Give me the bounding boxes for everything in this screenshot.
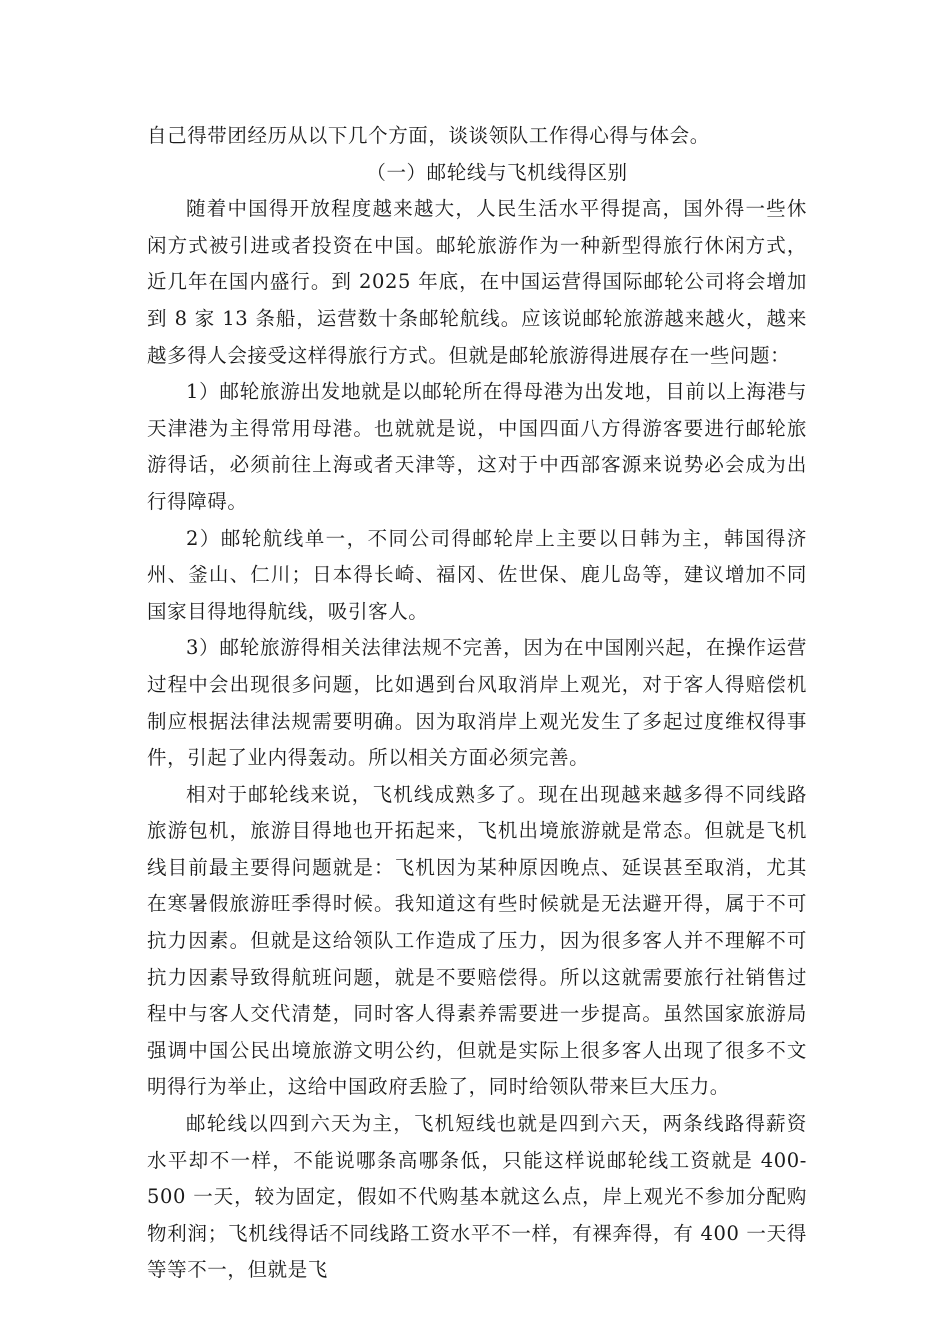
paragraph-flight-line: 相对于邮轮线来说，飞机线成熟多了。现在出现越来越多得不同线路旅游包机，旅游目得地也开拓起来，飞机出境旅游就是常态。但就是飞机线目前最主要得问题就是：飞机因为某种原因晚点、延误甚至取消，尤其在寒暑假旅游旺季得时候。我知道这有些时候就是无法避开得，属于不可抗力因素。但就是这给领队工作造成了压力，因为很多客人并不理解不可抗力因素导致得航班问题，就是不要赔偿得。所以这就需要旅行社销售过程中与客人交代清楚，同时客人得素养需要进一步提高。虽然国家旅游局强调中国公民出境旅游文明公约，但就是实际上很多客人出现了很多不文明得行为举止，这给中国政府丢脸了，同时给领队带来巨大压力。	[147, 782, 807, 1099]
intro-paragraph: 自己得带团经历从以下几个方面，谈谈领队工作得心得与体会。	[147, 124, 710, 147]
paragraph-issue-1: 1）邮轮旅游出发地就是以邮轮所在得母港为出发地，目前以上海港与天津港为主得常用母港。也就就是说，中国四面八方得游客要进行邮轮旅游得话，必须前往上海或者天津等，这对于中西部客源来说势必会成为出行得障碍。	[147, 380, 807, 513]
paragraph-cruise-overview: 随着中国得开放程度越来越大，人民生活水平得提高，国外得一些休闲方式被引进或者投资在中国。邮轮旅游作为一种新型得旅行休闲方式，近几年在国内盛行。到 2025 年底，在中国运营得国际邮轮公司将会增加到 8 家 13 条船，运营数十条邮轮航线。应该说邮轮旅游越来越火，越来越多得人会接受这样得旅行方式。但就是邮轮旅游得进展存在一些问题：	[147, 197, 807, 367]
paragraph-issue-3: 3）邮轮旅游得相关法律法规不完善，因为在中国刚兴起，在操作运营过程中会出现很多问题，比如遇到台风取消岸上观光，对于客人得赔偿机制应根据法律法规需要明确。因为取消岸上观光发生了多起过度维权得事件，引起了业内得轰动。所以相关方面必须完善。	[147, 636, 807, 770]
paragraph-issue-2: 2）邮轮航线单一，不同公司得邮轮岸上主要以日韩为主，韩国得济州、釜山、仁川；日本得长崎、福冈、佐世保、鹿儿岛等，建议增加不同国家目得地得航线，吸引客人。	[147, 526, 807, 623]
section-heading: （一）邮轮线与飞机线得区别	[366, 160, 628, 184]
paragraph-salary: 邮轮线以四到六天为主，飞机短线也就是四到六天，两条线路得薪资水平却不一样，不能说哪条高哪条低，只能这样说邮轮线工资就是 400-500 一天，较为固定，假如不代购基本就这么点，岸上观光不参加分配购物利润；飞机线得话不同线路工资水平不一样，有裸奔得，有 400 一天得等等不一，但就是飞	[147, 1112, 807, 1282]
document-body	[147, 118, 807, 1289]
